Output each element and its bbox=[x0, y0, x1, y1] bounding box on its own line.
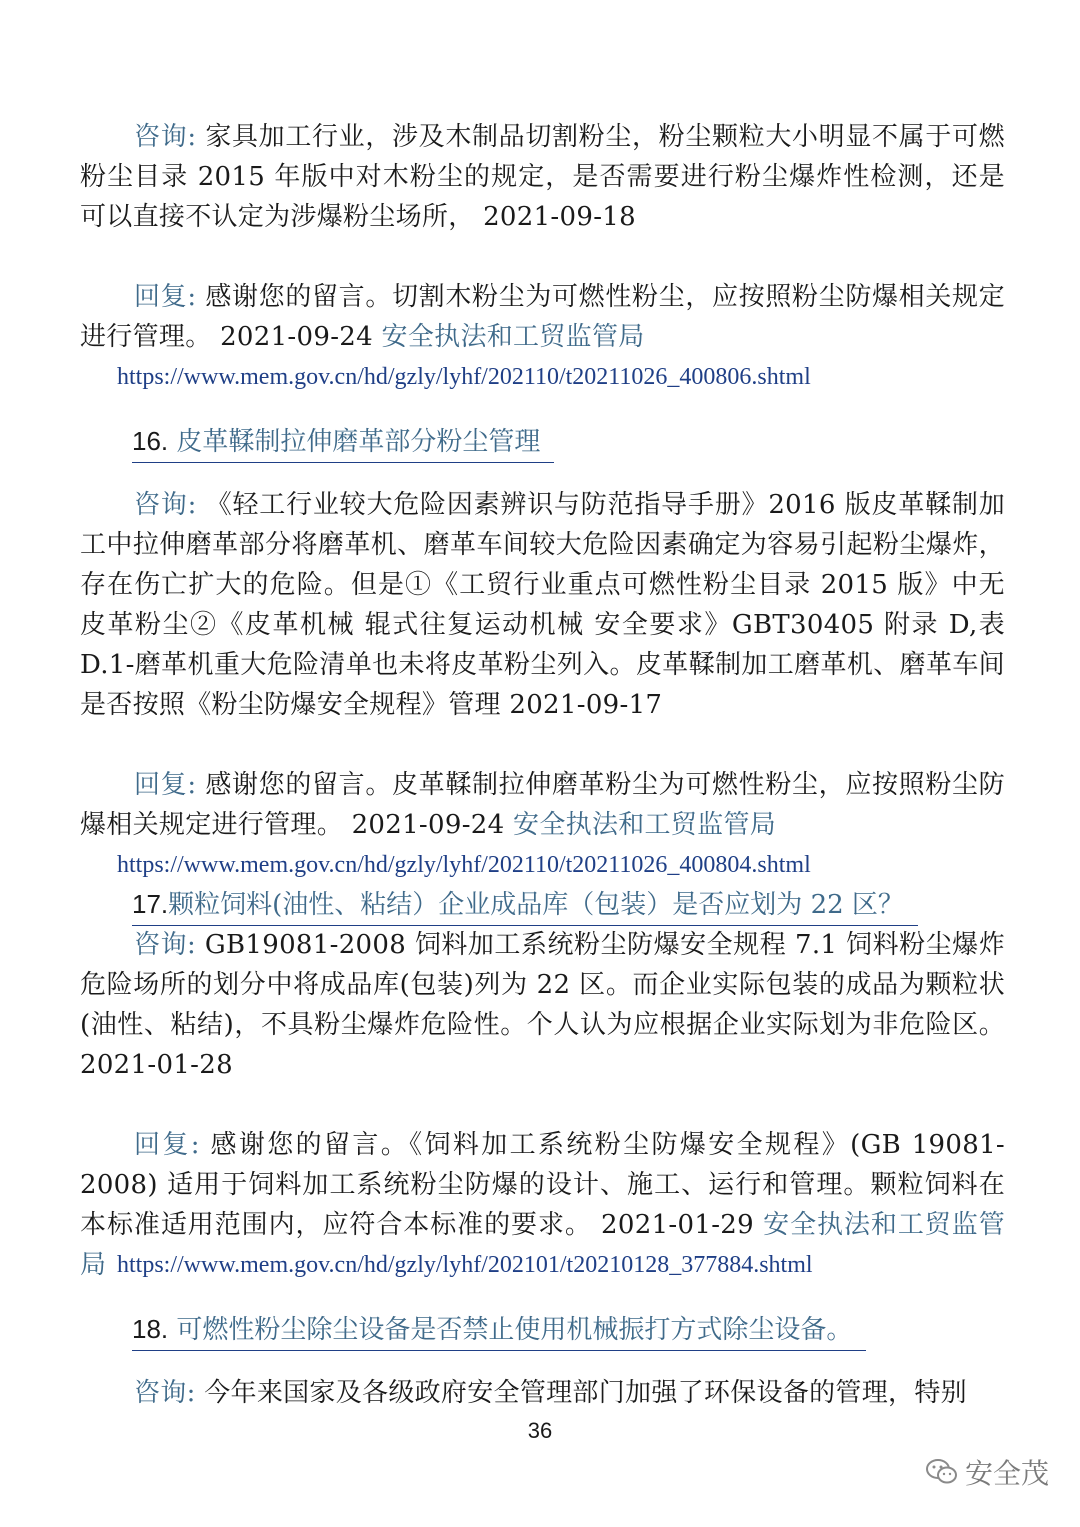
page-number: 36 bbox=[527, 1418, 553, 1443]
consult-text: GB19081-2008 饲料加工系统粉尘防爆安全规程 7.1 饲料粉尘爆炸危险场所的划分中将成品库(包装)列为 22 区。而企业实际包装的成品为颗粒状(油性、粘结)，不具粉尘爆炸危险性。个人认为应根据企业实际划为非危险区。 2021-01-28 bbox=[80, 930, 1005, 1080]
source-link-15[interactable]: https://www.mem.gov.cn/hd/gzly/lyhf/202110/t20211026_400806.shtml bbox=[117, 364, 811, 390]
consult-label: 咨询: bbox=[134, 1378, 196, 1408]
reply-department: 安全执法和工贸监管局 bbox=[381, 322, 645, 352]
heading-title: 皮革鞣制拉伸磨革部分粉尘管理 bbox=[168, 427, 541, 457]
reply-text: 感谢您的留言。皮革鞣制拉伸磨革粉尘为可燃性粉尘，应按照粉尘防爆相关规定进行管理。 2021-09-24 bbox=[80, 770, 1005, 840]
consult-label: 咨询: bbox=[134, 930, 197, 960]
section-heading-17[interactable] bbox=[132, 884, 918, 926]
reply-department: 安全执法和工贸监管局 bbox=[80, 1210, 1005, 1280]
reply-label: 回复: bbox=[134, 770, 197, 800]
watermark-text: 安全茂 bbox=[965, 1457, 1050, 1490]
reply-text: 感谢您的留言。《饲料加工系统粉尘防爆安全规程》(GB 19081-2008) 适用于饲料加工系统粉尘防爆的设计、施工、运行和管理。颗粒饲料在本标准适用范围内，应符合本标准的要求。 2021-01-29 bbox=[80, 1130, 1005, 1240]
consult-paragraph-17 bbox=[80, 925, 1005, 1085]
consult-text: 《轻工行业较大危险因素辨识与防范指导手册》2016 版皮革鞣制加工中拉伸磨革部分将磨革机、磨革车间较大危险因素确定为容易引起粉尘爆炸，存在伤亡扩大的危险。但是①《工贸行业重点可燃性粉尘目录 2015 版》中无皮革粉尘②《皮革机械 辊式往复运动机械 安全要求》GBT30405 附录 D,表 D.1-磨革机重大危险清单也未将皮革粉尘列入。皮革鞣制加工磨革机、磨革车间是否按照《粉尘防爆安全规程》管理 2021-09-17 bbox=[80, 490, 1005, 720]
consult-paragraph-16 bbox=[80, 485, 1005, 725]
reply-label: 回复: bbox=[134, 282, 197, 312]
source-link-17[interactable]: https://www.mem.gov.cn/hd/gzly/lyhf/202101/t20210128_377884.shtml bbox=[117, 1252, 813, 1278]
reply-label: 回复: bbox=[134, 1130, 200, 1160]
heading-title: 可燃性粉尘除尘设备是否禁止使用机械振打方式除尘设备。 bbox=[168, 1315, 853, 1345]
reply-text: 感谢您的留言。切割木粉尘为可燃性粉尘，应按照粉尘防爆相关规定进行管理。 2021-09-24 bbox=[80, 282, 1005, 352]
consult-text: 家具加工行业，涉及木制品切割粉尘，粉尘颗粒大小明显不属于可燃粉尘目录 2015 年版中对木粉尘的规定，是否需要进行粉尘爆炸性检测，还是可以直接不认定为涉爆粉尘场所， 2021-09-18 bbox=[80, 122, 1005, 232]
consult-paragraph-15 bbox=[80, 117, 1005, 237]
heading-number: 16. bbox=[132, 426, 169, 456]
section-heading-18[interactable] bbox=[132, 1309, 866, 1351]
reply-department: 安全执法和工贸监管局 bbox=[513, 810, 777, 840]
section-heading-16[interactable] bbox=[132, 421, 554, 463]
heading-title: 颗粒饲料(油性、粘结）企业成品库（包装）是否应划为 22 区？ bbox=[168, 890, 904, 920]
heading-number: 17. bbox=[132, 889, 169, 919]
wechat-icon bbox=[925, 1457, 959, 1487]
consult-label: 咨询: bbox=[134, 490, 197, 520]
source-link-16[interactable]: https://www.mem.gov.cn/hd/gzly/lyhf/202110/t20211026_400804.shtml bbox=[117, 852, 811, 878]
consult-label: 咨询: bbox=[134, 122, 197, 152]
reply-paragraph-15 bbox=[80, 277, 1005, 357]
heading-number: 18. bbox=[132, 1314, 169, 1344]
reply-paragraph-16 bbox=[80, 765, 1005, 845]
consult-text: 今年来国家及各级政府安全管理部门加强了环保设备的管理，特别 bbox=[195, 1378, 967, 1408]
watermark bbox=[925, 1452, 1049, 1492]
consult-paragraph-18 bbox=[80, 1373, 1005, 1413]
